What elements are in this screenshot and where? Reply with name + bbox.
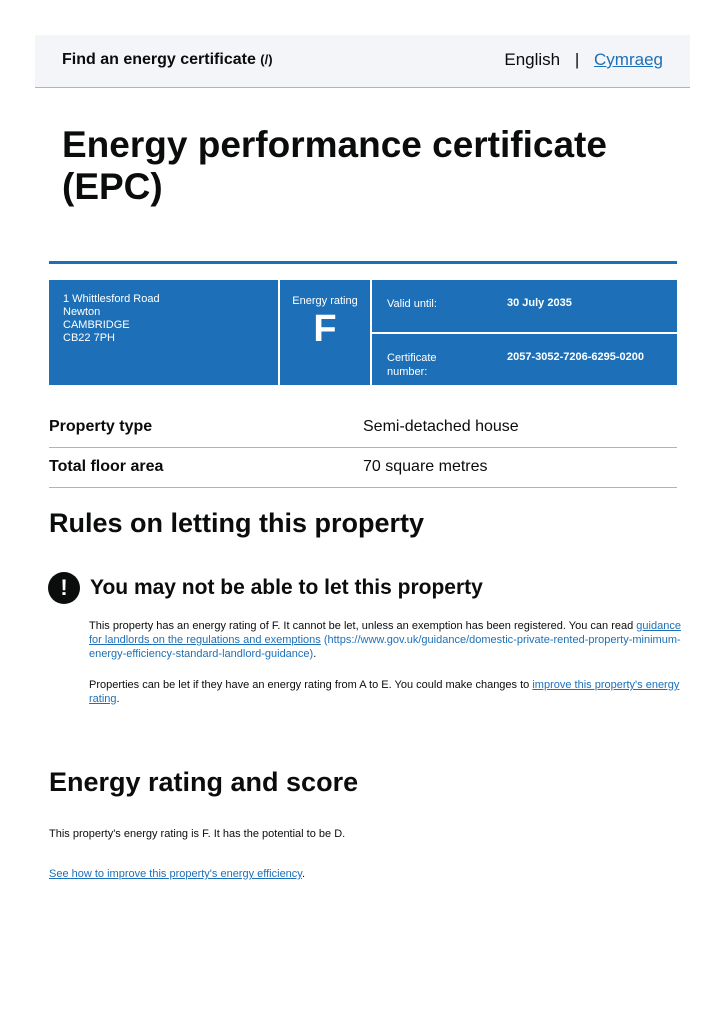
certificate-number-value: 2057-3052-7206-6295-0200	[507, 351, 645, 363]
improve-efficiency-paragraph	[49, 867, 669, 881]
service-name-suffix: (/)	[260, 52, 273, 67]
punctuation: .	[301, 868, 306, 880]
certificate-number-label-line1: Certificate	[387, 352, 437, 364]
page-title-line1: Energy performance certificate	[62, 124, 607, 165]
letting-rules-heading: Rules on letting this property	[49, 508, 425, 538]
address-line: CB22 7PH	[63, 332, 115, 344]
title-divider	[49, 261, 677, 264]
property-key: Total floor area	[49, 458, 164, 475]
language-switcher	[504, 50, 663, 70]
letting-paragraph	[89, 619, 689, 661]
energy-rating-letter: F	[313, 308, 337, 350]
header-bar	[35, 35, 690, 88]
property-value: 70 square metres	[363, 458, 488, 475]
property-row	[49, 408, 677, 448]
energy-rating-heading: Energy rating and score	[49, 767, 359, 797]
address-line: 1 Whittlesford Road	[63, 293, 160, 305]
lang-separator: |	[574, 50, 580, 69]
certificate-number-label-line2: number:	[387, 366, 428, 378]
property-row	[49, 448, 677, 488]
valid-until-label: Valid until:	[387, 298, 437, 310]
warning-title: You may not be able to let this property	[90, 576, 483, 599]
page-title-line2: (EPC)	[62, 166, 163, 207]
improve-rating-link[interactable]: improve this property's energy rating	[89, 679, 680, 705]
property-value: Semi-detached house	[363, 418, 519, 435]
energy-rating-label: Energy rating	[292, 295, 358, 307]
property-details	[49, 408, 677, 488]
page-title	[62, 124, 682, 208]
lang-english: English	[504, 50, 561, 69]
address-line: Newton	[63, 306, 101, 318]
certificate-number-label	[387, 351, 437, 379]
property-address	[49, 280, 278, 385]
service-name-label[interactable]: Find an energy certificate	[62, 51, 256, 68]
punctuation: .	[116, 693, 120, 705]
summary-divider	[372, 332, 677, 334]
service-name[interactable]	[62, 51, 273, 69]
certificate-summary	[49, 280, 677, 385]
lang-cymraeg-link[interactable]: Cymraeg	[594, 50, 663, 69]
address-line: CAMBRIDGE	[63, 319, 130, 331]
letting-text: Properties can be let if they have an energy rating from A to E. You could make changes to	[89, 679, 530, 691]
energy-rating-box	[280, 280, 370, 385]
property-key: Property type	[49, 418, 153, 435]
punctuation: .	[313, 648, 317, 660]
letting-paragraph	[89, 678, 689, 706]
energy-rating-paragraph: This property's energy rating is F. It has the potential to be D.	[49, 828, 346, 840]
valid-until-value: 30 July 2035	[507, 297, 572, 309]
landlord-guidance-link[interactable]: guidance for landlords on the regulations and exemptions	[89, 620, 681, 646]
letting-text: This property has an energy rating of F. It cannot be let, unless an exemption has been registered. You can read	[89, 620, 634, 632]
guidance-url: (https://www.gov.uk/guidance/domestic-private-rented-property-minimum-energy-efficiency-standard-landlord-guidance)	[89, 634, 681, 660]
warning-icon: !	[48, 572, 80, 604]
improve-efficiency-link[interactable]: See how to improve this property's energy efficiency	[49, 868, 302, 880]
